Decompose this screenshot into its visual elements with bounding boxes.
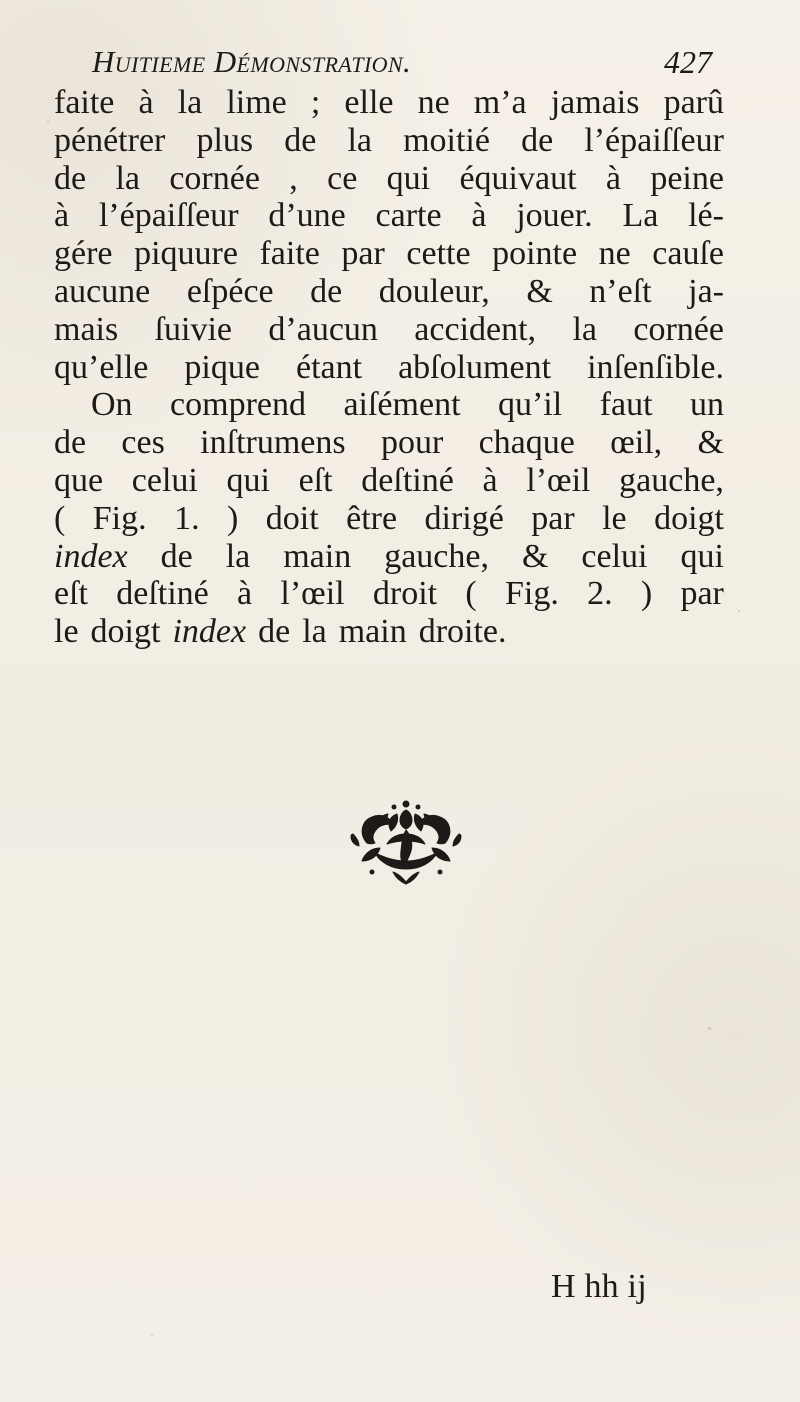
- word: faite: [54, 84, 115, 121]
- word: carte: [375, 197, 442, 235]
- word: ja-: [688, 272, 724, 310]
- word: que: [54, 461, 104, 499]
- word: par: [341, 235, 385, 273]
- paper-speck: [738, 610, 740, 612]
- word: faut: [599, 386, 653, 424]
- word: l’épaiſſeur: [98, 197, 239, 235]
- word: index: [172, 613, 247, 651]
- word: comprend: [170, 386, 306, 424]
- word: gauche,: [384, 537, 489, 575]
- word: à: [605, 159, 621, 197]
- word: de: [54, 424, 87, 462]
- word: qui: [226, 461, 270, 499]
- text-line: [54, 84, 724, 122]
- word: ne: [598, 235, 631, 273]
- word: aucune: [54, 272, 151, 310]
- word: ce: [327, 159, 358, 197]
- word: de: [310, 272, 343, 310]
- word: le: [54, 613, 79, 651]
- word: ;: [310, 84, 321, 121]
- signature-mark: H hh ij: [551, 1268, 647, 1305]
- word: deſtiné: [116, 575, 209, 613]
- word: dirigé: [424, 499, 504, 537]
- word: La: [622, 197, 659, 235]
- word: ces: [121, 424, 165, 462]
- word: parû: [663, 84, 724, 121]
- word: œil,: [610, 424, 663, 462]
- word: la: [115, 159, 140, 197]
- word: à: [482, 461, 498, 499]
- word: équivaut: [459, 159, 577, 197]
- word: faite: [259, 235, 320, 273]
- word: Fig.: [92, 499, 147, 537]
- word: un: [690, 386, 724, 424]
- word: (: [54, 499, 66, 537]
- word: d’aucun: [268, 310, 378, 348]
- word: ne: [417, 84, 450, 121]
- word: pique: [184, 348, 260, 386]
- text-line: [54, 311, 724, 349]
- word: doit: [265, 499, 319, 537]
- word: le: [602, 499, 627, 537]
- word: à: [54, 197, 70, 235]
- word: plus: [196, 121, 254, 159]
- word: cornée: [633, 310, 724, 348]
- word: index: [54, 537, 128, 575]
- word: étant: [295, 348, 363, 386]
- paper-speck: [47, 121, 49, 123]
- paper-speck: [708, 1027, 711, 1030]
- word: 1.: [174, 499, 200, 537]
- word: jouer.: [516, 197, 593, 235]
- word: On: [91, 386, 133, 424]
- word: ,: [289, 159, 298, 197]
- word: accident,: [414, 310, 537, 348]
- word: pointe: [492, 235, 578, 273]
- word: eſt: [298, 461, 333, 499]
- word: la: [302, 613, 327, 651]
- word: gauche,: [619, 461, 724, 499]
- word: la: [225, 537, 251, 575]
- text-line: [54, 235, 724, 273]
- word: main: [338, 613, 407, 651]
- word: main: [283, 537, 352, 575]
- word: chaque: [478, 424, 575, 462]
- word: piquure: [134, 235, 238, 273]
- text-line: [54, 122, 724, 160]
- floral-printer-ornament-icon: [345, 796, 467, 888]
- text-line: [54, 160, 724, 198]
- word: lime: [226, 84, 287, 121]
- word: gére: [54, 235, 113, 273]
- word: cette: [406, 235, 471, 273]
- text-line: [54, 575, 724, 613]
- word: m’a: [473, 84, 527, 121]
- word: l’épaiſſeur: [584, 121, 724, 159]
- word: l’œil: [280, 575, 345, 613]
- word: d’une: [268, 197, 346, 235]
- text-line: [54, 386, 724, 424]
- word: (: [465, 575, 477, 613]
- word: celui: [131, 461, 198, 499]
- word: à: [237, 575, 253, 613]
- word: &: [697, 424, 724, 462]
- word: droit: [372, 575, 438, 613]
- word: de: [258, 613, 291, 651]
- word: &: [521, 537, 549, 575]
- word: eſt: [54, 575, 88, 613]
- text-line: [54, 538, 724, 576]
- word: inſenſible.: [587, 348, 724, 386]
- word: abſolument: [398, 348, 552, 386]
- text-line: [54, 613, 724, 651]
- word: à: [138, 84, 154, 121]
- word: mais: [54, 310, 119, 348]
- word: &: [526, 272, 553, 310]
- text-line: [54, 424, 724, 462]
- word: qui: [386, 159, 431, 197]
- word: droite.: [418, 613, 507, 651]
- word: 2.: [587, 575, 613, 613]
- word: à: [471, 197, 487, 235]
- word: pour: [380, 424, 444, 462]
- word: moitié: [403, 121, 490, 159]
- word: n’eſt: [589, 272, 652, 310]
- word: la: [572, 310, 597, 348]
- word: de: [54, 159, 87, 197]
- word: ſuivie: [154, 310, 233, 348]
- text-line: [54, 500, 724, 538]
- word: Fig.: [504, 575, 559, 613]
- word: pénétrer: [54, 121, 166, 159]
- word: jamais: [550, 84, 640, 121]
- text-line: [54, 349, 724, 387]
- word: par: [680, 575, 724, 613]
- word: doigt: [90, 613, 161, 651]
- word: douleur,: [378, 272, 490, 310]
- paper-speck: [151, 1334, 153, 1336]
- word: lé-: [688, 197, 724, 235]
- word: qu’il: [497, 386, 563, 424]
- page-header: [92, 44, 712, 88]
- running-title: Huitieme Démonstration.: [92, 44, 412, 79]
- word: l’œil: [526, 461, 591, 499]
- text-line: [54, 273, 724, 311]
- word: cornée: [169, 159, 260, 197]
- word: la: [177, 84, 203, 121]
- word: ): [640, 575, 653, 613]
- text-line: [54, 197, 724, 235]
- word: de: [521, 121, 554, 159]
- word: qui: [680, 537, 724, 575]
- word: cauſe: [652, 235, 724, 273]
- word: qu’elle: [54, 348, 149, 386]
- word: par: [531, 499, 575, 537]
- body-text: [54, 84, 724, 651]
- word: inſtrumens: [200, 424, 346, 462]
- text-line: [54, 462, 724, 500]
- word: ): [227, 499, 239, 537]
- word: peine: [650, 159, 724, 197]
- word: elle: [344, 84, 394, 121]
- word: être: [346, 499, 398, 537]
- word: aiſément: [343, 386, 461, 424]
- word: de: [160, 537, 193, 575]
- word: la: [347, 121, 372, 159]
- word: doigt: [654, 499, 724, 537]
- word: de: [284, 121, 317, 159]
- word: celui: [581, 537, 648, 575]
- word: eſpéce: [186, 272, 274, 310]
- word: deſtiné: [361, 461, 454, 499]
- page-number: 427: [664, 44, 712, 80]
